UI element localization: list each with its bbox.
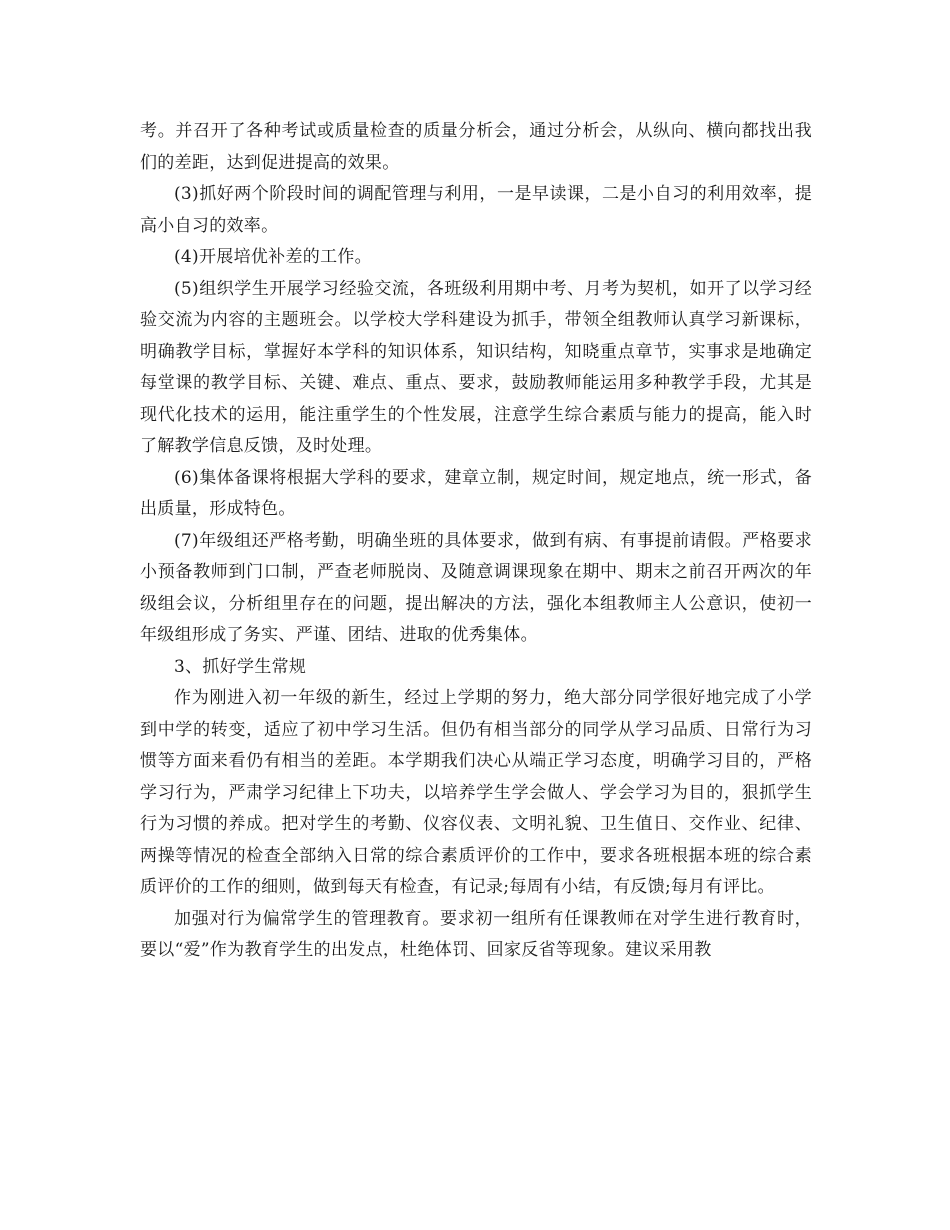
paragraph-behavior-management: 加强对行为偏常学生的管理教育。要求初一组所有任课教师在对学生进行教育时，要以“爱”作为教育学生的出发点，杜绝体罚、回家反省等现象。建议采用教 bbox=[140, 908, 812, 960]
paragraph-continuation: 考。并召开了各种考试或质量检查的质量分析会，通过分析会，从纵向、横向都找出我们的差距，达到促进提高的效果。 bbox=[140, 121, 812, 173]
paragraph-item-6: (6)集体备课将根据大学科的要求，建章立制，规定时间，规定地点，统一形式，备出质量，形成特色。 bbox=[140, 467, 812, 519]
section-heading-student-routine: 3、抓好学生常规 bbox=[174, 656, 307, 677]
paragraph-item-3: (3)抓好两个阶段时间的调配管理与利用，一是早读课，二是小自习的利用效率，提高小自习的效率。 bbox=[140, 184, 812, 236]
paragraph-item-4: (4)开展培优补差的工作。 bbox=[174, 247, 372, 267]
paragraph-item-7: (7)年级组还严格考勤，明确坐班的具体要求，做到有病、有事提前请假。严格要求小预备教师到门口制，严查老师脱岗、及随意调课现象在期中、期末之前召开两次的年级组会议，分析组里存在的问题，提出解决的方法，强化本组教师主人公意识，使初一年级组形成了务实、严谨、团结、进取的优秀集体。 bbox=[140, 530, 812, 645]
paragraph-new-students: 作为刚进入初一年级的新生，经过上学期的努力，绝大部分同学很好地完成了小学到中学的转变，适应了初中学习生活。但仍有相当部分的同学从学习品质、日常行为习惯等方面来看仍有相当的差距。本学期我们决心从端正学习态度，明确学习目的，严格学习行为，严肃学习纪律上下功夫，以培养学生学会做人、学会学习为目的，狠抓学生行为习惯的养成。把对学生的考勤、仪容仪表、文明礼貌、卫生值日、交作业、纪律、两操等情况的检查全部纳入日常的综合素质评价的工作中，要求各班根据本班的综合素质评价的工作的细则，做到每天有检查，有记录;每周有小结，有反馈;每月有评比。 bbox=[140, 688, 812, 897]
document-body bbox=[140, 116, 812, 967]
paragraph-item-5: (5)组织学生开展学习经验交流，各班级利用期中考、月考为契机，如开了以学习经验交流为内容的主题班会。以学校大学科建设为抓手，带领全组教师认真学习新课标，明确教学目标，掌握好本学科的知识体系，知识结构，知晓重点章节，实事求是地确定每堂课的教学目标、关键、难点、重点、要求，鼓励教师能运用多种教学手段，尤其是现代化技术的运用，能注重学生的个性发展，注意学生综合素质与能力的提高，能入时了解教学信息反馈，及时处理。 bbox=[140, 278, 812, 456]
